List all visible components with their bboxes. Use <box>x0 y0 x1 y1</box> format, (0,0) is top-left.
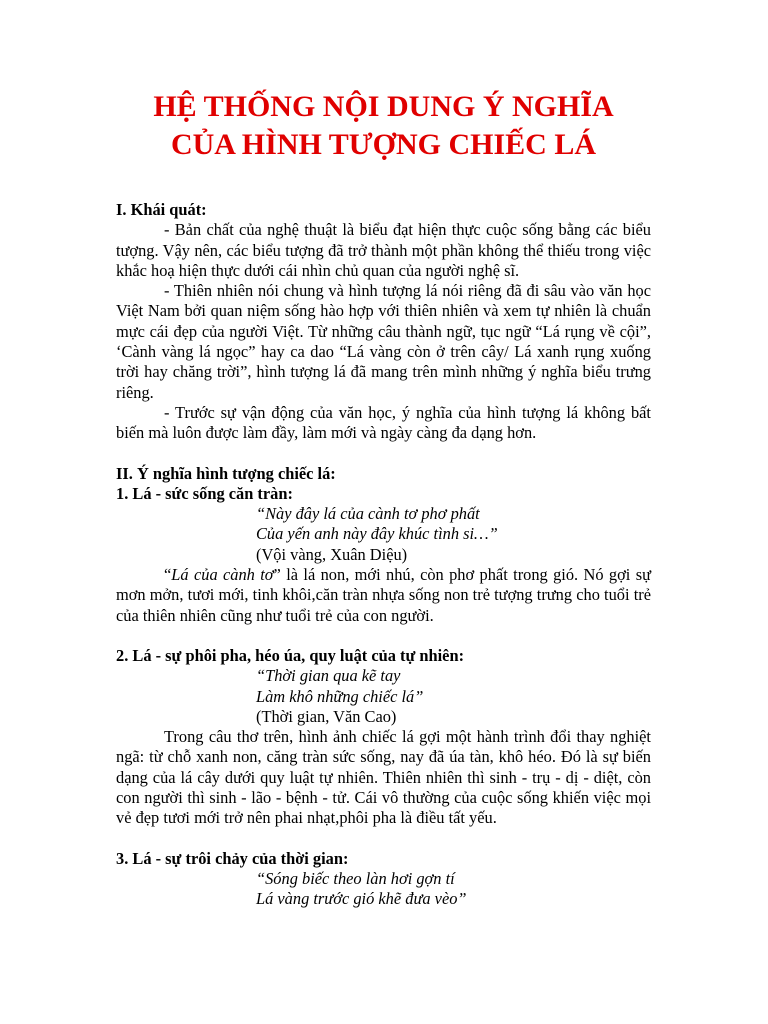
poem-1-line-2: Của yến anh này đây khúc tình si…” <box>256 524 498 544</box>
poem-2-line-2: Làm khô những chiếc lá” <box>256 686 424 706</box>
subsection-1-heading: 1. Lá - sức sống căn tràn: <box>116 483 293 503</box>
poem-3-line-1: “Sóng biếc theo làn hơi gợn tí <box>256 868 455 888</box>
quoted-phrase: Lá của cành tơ <box>171 565 274 585</box>
poem-2-line-1: “Thời gian qua kẽ tay <box>256 666 401 686</box>
section-2-heading: II. Ý nghĩa hình tượng chiếc lá: <box>116 463 336 483</box>
section-1-paragraph-2: - Thiên nhiên nói chung và hình tượng lá nói riêng đã đi sâu vào văn học Việt Nam bởi quan niệm sống hào hợp với thiên nhiên và xem tự nhiên là chuẩn mực cái đẹp của người Việt. Từ những câu thành ngữ, tục ngữ “Lá rụng về cội”, ‘Cành vàng lá ngọc” hay ca dao “Lá vàng còn ở trên cây/ Lá xanh rụng xuống trời hay chăng trời”, hình tượng lá đã mang trên mình những ý nghĩa biểu trưng riêng. <box>116 281 651 402</box>
document-body <box>116 200 651 910</box>
subsection-3-heading: 3. Lá - sự trôi chảy của thời gian: <box>116 848 349 868</box>
paragraph-rest: ” là lá non, mới nhú, còn phơ phất trong gió. Nó gợi sự mơn mởn, tươi mới, tinh khôi,căn tràn nhựa sống non trẻ tượng trưng cho tuổi trẻ của thiên nhiên cũng như tuổi trẻ của con người. <box>116 565 651 625</box>
spacer <box>116 626 651 646</box>
title-line-2: CỦA HÌNH TƯỢNG CHIẾC LÁ <box>170 128 597 161</box>
poem-2-source: (Thời gian, Văn Cao) <box>256 706 397 726</box>
document-page <box>116 88 651 910</box>
poem-1-line-1: “Này đây lá của cành tơ phơ phất <box>256 504 480 524</box>
title-line-1: HỆ THỐNG NỘI DUNG Ý NGHĨA <box>153 90 614 123</box>
subsection-1-paragraph <box>116 565 651 626</box>
subsection-2-paragraph: Trong câu thơ trên, hình ảnh chiếc lá gợi một hành trình đổi thay nghiệt ngã: từ chỗ xanh non, căng tràn sức sống, nay đã úa tàn, khô héo. Đó là sự biến dạng của lá cây dưới quy luật tự nhiên. Thiên nhiên thì sinh - trụ - dị - diệt, còn con người thì sinh - lão - bệnh - tử. Cái vô thường của cuộc sống khiến việc mọi vẻ đẹp tươi mới trở nên phai nhạt,phôi pha là điều tất yếu. <box>116 727 651 828</box>
document-title <box>116 88 651 164</box>
poem-1-source: (Vội vàng, Xuân Diệu) <box>256 544 408 564</box>
spacer <box>116 444 651 464</box>
spacer <box>116 829 651 849</box>
section-1-paragraph-1: - Bản chất của nghệ thuật là biểu đạt hiện thực cuộc sống bằng các biểu tượng. Vậy nên, các biểu tượng đã trở thành một phần không thể thiếu trong việc khắc hoạ hiện thực dưới cái nhìn chủ quan của người nghệ sĩ. <box>116 220 651 280</box>
quote-open-mark: “ <box>164 565 172 585</box>
section-1-paragraph-3: - Trước sự vận động của văn học, ý nghĩa của hình tượng lá không bất biến mà luôn được làm đầy, làm mới và ngày càng đa dạng hơn. <box>116 402 651 443</box>
section-1-heading: I. Khái quát: <box>116 200 207 219</box>
subsection-2-heading: 2. Lá - sự phôi pha, héo úa, quy luật của tự nhiên: <box>116 645 465 665</box>
poem-3-line-2: Lá vàng trước gió khẽ đưa vèo” <box>256 889 467 909</box>
